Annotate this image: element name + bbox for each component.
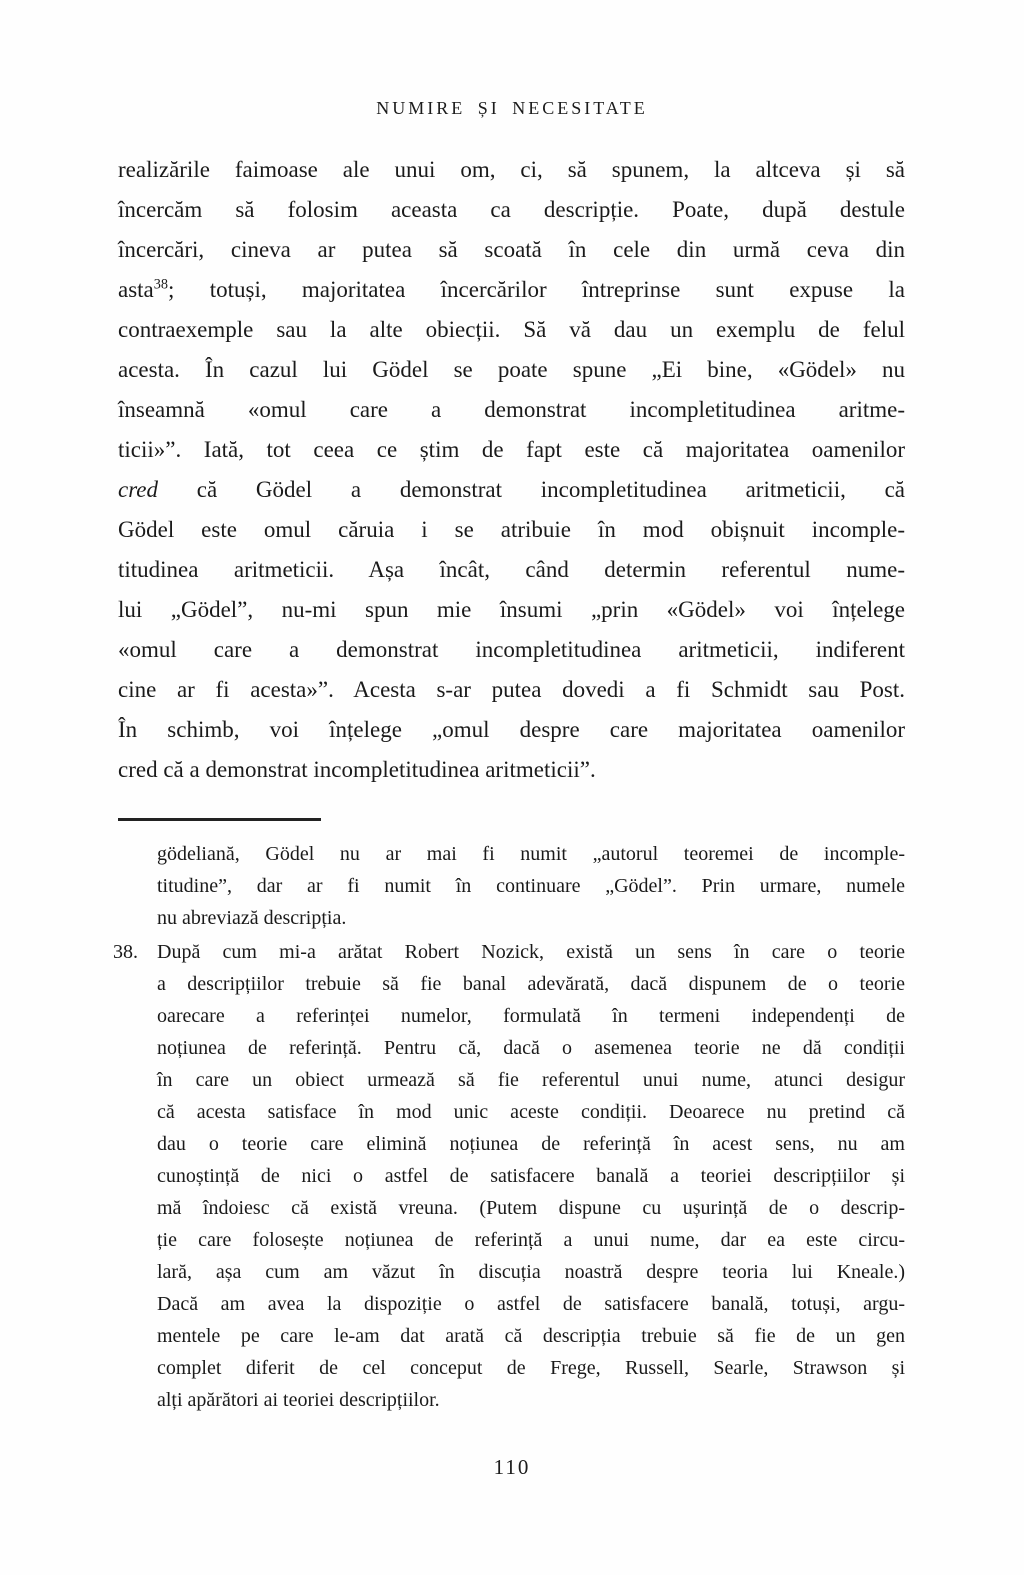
text-line: [118, 310, 905, 350]
text-line: [118, 630, 905, 670]
text-line: [118, 670, 905, 710]
text-segment: cred că a demonstrat incompletitudinea aritmeticii”.: [118, 757, 596, 782]
text-line: [118, 590, 905, 630]
text-segment: ție care folosește noțiunea de referință a unui nume, dar ea este circu-: [157, 1229, 905, 1251]
text-segment: În schimb, voi înțelege „omul despre care majoritatea oamenilor: [118, 717, 905, 742]
text-segment: asta: [118, 277, 154, 302]
text-segment: Gödel este omul căruia i se atribuie în mod obișnuit incomple-: [118, 517, 905, 542]
text-segment: nu abreviază descripția.: [157, 907, 347, 929]
footnote-38-text: [157, 936, 905, 1416]
footnote-reference: 38: [153, 276, 169, 293]
text-line: [157, 1192, 905, 1224]
text-line: [118, 190, 905, 230]
text-line: [157, 936, 905, 968]
footnote-separator: [118, 818, 321, 821]
text-segment: încercări, cineva ar putea să scoată în cele din urmă ceva din: [118, 237, 905, 262]
text-line: [157, 968, 905, 1000]
text-line: [157, 1288, 905, 1320]
text-line: [118, 710, 905, 750]
text-segment: contraexemple sau la alte obiecții. Să vă dau un exemplu de felul: [118, 317, 905, 342]
text-segment: realizările faimoase ale unui om, ci, să spunem, la altceva și să: [118, 157, 905, 182]
text-segment: «omul care a demonstrat incompletitudinea aritmeticii, indiferent: [118, 637, 905, 662]
text-segment: După cum mi-a arătat Robert Nozick, există un sens în care o teorie: [157, 941, 905, 963]
text-line: [157, 1000, 905, 1032]
text-segment: titudinea aritmeticii. Așa încât, când determin referentul nume-: [118, 557, 905, 582]
text-segment: cunoștință de nici o astfel de satisfacere banală a teoriei descripțiilor și: [157, 1165, 905, 1187]
text-segment: mă îndoiesc că există vreuna. (Putem dispune cu ușurință de o descrip-: [157, 1197, 905, 1219]
text-segment: noțiunea de referință. Pentru că, dacă o asemenea teorie ne dă condiții: [157, 1037, 905, 1059]
text-segment: cine ar fi acesta»”. Acesta s-ar putea dovedi a fi Schmidt sau Post.: [118, 677, 905, 702]
text-line: [118, 470, 905, 510]
text-line: [118, 270, 905, 310]
text-segment: cred: [118, 477, 159, 502]
text-segment: Dacă am avea la dispoziție o astfel de satisfacere banală, totuși, argu-: [157, 1293, 905, 1315]
footnote-continuation: [157, 838, 905, 934]
footnote-number: 38.: [113, 941, 138, 963]
text-segment: ticii»”. Iată, tot ceea ce știm de fapt este că majoritatea oamenilor: [118, 437, 905, 462]
text-line: [118, 230, 905, 270]
footnote-38: [113, 936, 905, 1416]
text-segment: acesta. În cazul lui Gödel se poate spune „Ei bine, «Gödel» nu: [118, 357, 905, 382]
text-line: [157, 838, 905, 870]
text-line: [157, 1128, 905, 1160]
text-line: [157, 1256, 905, 1288]
text-line: [157, 1384, 905, 1416]
running-header: NUMIRE ȘI NECESITATE: [376, 98, 648, 118]
text-line: [118, 390, 905, 430]
text-line: [118, 510, 905, 550]
text-line: [157, 870, 905, 902]
text-line: [118, 750, 905, 790]
text-line: [118, 430, 905, 470]
text-line: [157, 1032, 905, 1064]
body-text: [118, 150, 905, 790]
text-line: [118, 350, 905, 390]
text-segment: complet diferit de cel conceput de Frege, Russell, Searle, Strawson și: [157, 1357, 905, 1379]
text-line: [118, 150, 905, 190]
text-segment: titudine”, dar ar fi numit în continuare „Gödel”. Prin urmare, numele: [157, 875, 905, 897]
text-segment: mentele pe care le-am dat arată că descripția trebuie să fie de un gen: [157, 1325, 905, 1347]
text-line: [157, 1096, 905, 1128]
text-segment: dau o teorie care elimină noțiunea de referință în acest sens, nu am: [157, 1133, 905, 1155]
text-line: [157, 1320, 905, 1352]
text-line: [157, 902, 905, 934]
text-segment: oarecare a referinței numelor, formulată în termeni independenți de: [157, 1005, 905, 1027]
text-segment: lui „Gödel”, nu-mi spun mie însumi „prin «Gödel» voi înțelege: [118, 597, 905, 622]
text-line: [157, 1064, 905, 1096]
text-segment: în care un obiect urmează să fie referentul unui nume, atunci desigur: [157, 1069, 905, 1091]
text-segment: încercăm să folosim aceasta ca descripție. Poate, după destule: [118, 197, 905, 222]
text-segment: a descripțiilor trebuie să fie banal adevărată, dacă dispunem de o teorie: [157, 973, 905, 995]
page-number: 110: [493, 1455, 531, 1479]
text-line: [118, 550, 905, 590]
text-segment: lară, așa cum am văzut în discuția noastră despre teoria lui Kneale.): [157, 1261, 905, 1283]
text-segment: alți apărători ai teoriei descripțiilor.: [157, 1389, 440, 1411]
text-segment: că acesta satisface în mod unic aceste condiții. Deoarece nu pretind că: [157, 1101, 905, 1123]
text-line: [157, 1352, 905, 1384]
text-line: [157, 1160, 905, 1192]
text-segment: că Gödel a demonstrat incompletitudinea aritmeticii, că: [158, 477, 905, 502]
text-line: [157, 1224, 905, 1256]
text-segment: înseamnă «omul care a demonstrat incompletitudinea aritme-: [118, 397, 905, 422]
text-segment: gödeliană, Gödel nu ar mai fi numit „autorul teoremei de incomple-: [157, 843, 905, 865]
text-segment: ; totuși, majoritatea încercărilor întreprinse sunt expuse la: [168, 277, 905, 302]
